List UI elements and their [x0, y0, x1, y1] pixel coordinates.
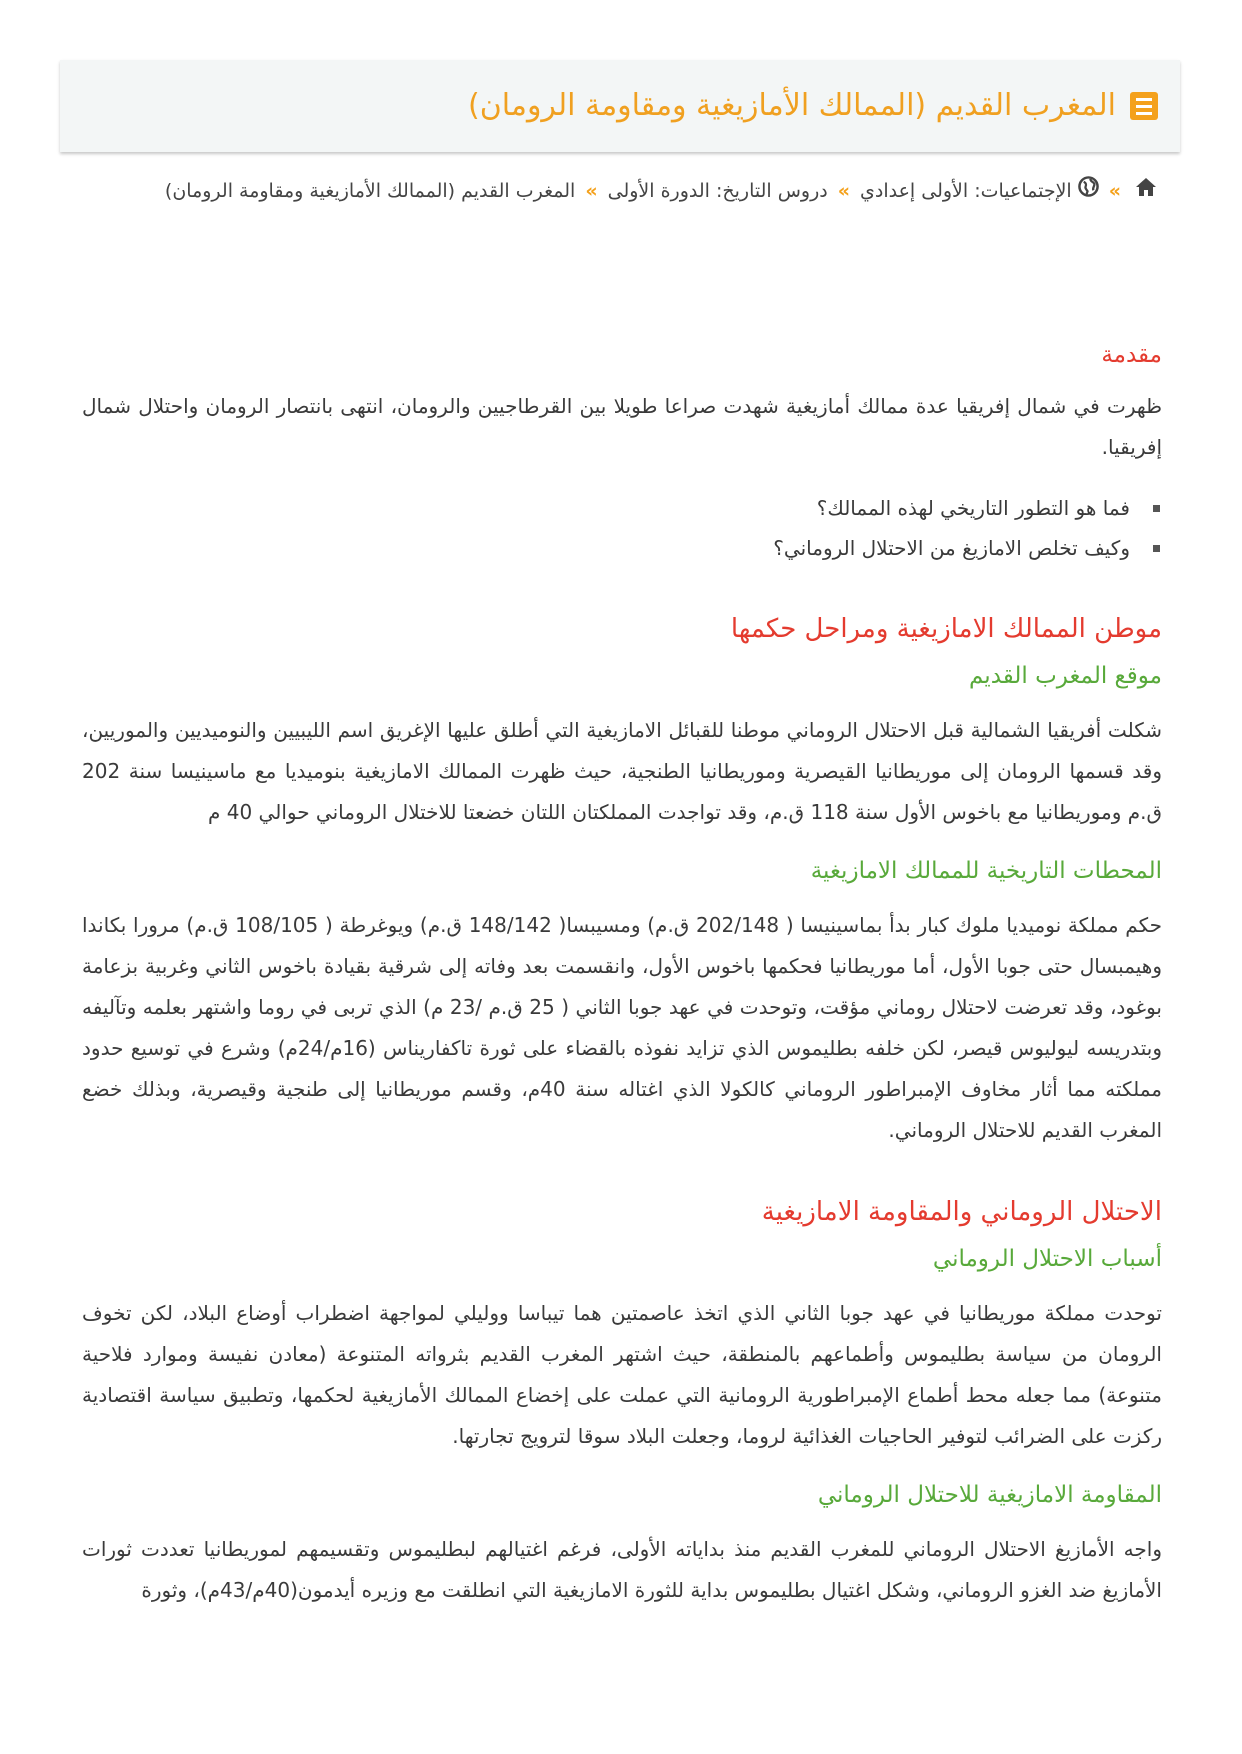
section1-sub1-paragraph: شكلت أفريقيا الشمالية قبل الاحتلال الروماني موطنا للقبائل الامازيغية التي أطلق عليها الإغريق اسم الليبيين والنوميديين والموريين، وقد قسمها الرومان إلى موريطانيا القيصرية وموريطانيا الطنجية، حيث ظهرت الممالك الامازيغية بنوميديا مع ماسينيسا سنة 202 ق.م وموريطانيا مع باخوس الأول سنة 118 ق.م، وقد تواجدت المملكتان اللتان خضعتا للاختلال الروماني حوالي 40 م [82, 718, 1162, 824]
list-item [82, 488, 1162, 528]
bullet-icon [1153, 545, 1160, 552]
section2-sub2-heading: المقاومة الامازيغية للاحتلال الروماني [817, 1482, 1162, 1508]
article-content [82, 330, 1162, 1611]
section1-sub2-heading: المحطات التاريخية للممالك الامازيغية [810, 858, 1162, 884]
breadcrumb-item-current: المغرب القديم (الممالك الأمازيغية ومقاومة الرومان) [164, 180, 576, 202]
bullet-icon [1153, 505, 1160, 512]
section2-sub2-paragraph: واجه الأمازيغ الاحتلال الروماني للمغرب القديم منذ بداياته الأولى، فرغم اغتيالهم لبطليموس وتقسيمهم لموريطانيا تعددت ثورات الأمازيغ ضد الغزو الروماني، وشكل اغتيال بطليموس بداية للثورة الامازيغية التي انطلقت مع وزيره أيدمون(40م/43م)، وثورة [82, 1537, 1162, 1602]
breadcrumb [157, 170, 1157, 213]
breadcrumb-item-grade[interactable]: الإجتماعيات: الأولى إعدادي [860, 180, 1072, 202]
title-bar [60, 60, 1180, 152]
section1-heading: موطن الممالك الامازيغية ومراحل حكمها [730, 614, 1162, 644]
breadcrumb-separator: » [585, 180, 598, 202]
section2-heading: الاحتلال الروماني والمقاومة الامازيغية [761, 1197, 1162, 1227]
breadcrumb-separator: » [1108, 180, 1121, 202]
question-text: فما هو التطور التاريخي لهذه الممالك؟ [816, 496, 1130, 520]
list-item [82, 528, 1162, 568]
question-text: وكيف تخلص الامازيغ من الاحتلال الروماني؟ [773, 536, 1130, 560]
document-icon [1130, 92, 1158, 120]
breadcrumb-separator: » [837, 180, 850, 202]
section2-sub1-heading: أسباب الاحتلال الروماني [932, 1246, 1162, 1272]
section1-sub2-paragraph: حكم مملكة نوميديا ملوك كبار بدأ بماسينيسا ( 202/148 ق.م) ومسيبسا( 148/142 ق.م) ويوغرطة ( 108/105 ق.م) مرورا بكاندا وهيمبسال حتى جوبا الأول، أما موريطانيا فحكمها باخوس الأول، وانقسمت بعد وفاته إلى شرقية بقيادة باخوس الثاني وغربية بزعامة بوغود، وقد تعرضت لاحتلال روماني مؤقت، وتوحدت في عهد جوبا الثاني ( 25 ق.م /23 م) الذي تربى في روما واشتهر بعلمه وتآليفه وبتدريسه ليوليوس قيصر، لكن خلفه بطليموس الذي تزايد نفوذه بالقضاء على ثورة تاكفاريناس (16م/24م) وشرع في توسيع حدود مملكته مما أثار مخاوف الإمبراطور الروماني كالكولا الذي اغتاله سنة 40م، وقسم موريطانيا إلى طنجية وقيصرية، وبذلك خضع المغرب القديم للاحتلال الروماني. [82, 913, 1162, 1142]
intro-questions [82, 488, 1162, 568]
page-title: المغرب القديم (الممالك الأمازيغية ومقاومة الرومان) [468, 88, 1116, 123]
intro-heading: مقدمة [1101, 342, 1162, 368]
section1-sub1-heading: موقع المغرب القديم [968, 663, 1162, 689]
section2-sub1-paragraph: توحدت مملكة موريطانيا في عهد جوبا الثاني الذي اتخذ عاصمتين هما تيباسا ووليلي لمواجهة اضطراب أوضاع البلاد، لكن تخوف الرومان من سياسة بطليموس وأطماعهم بالمنطقة، حيث اشتهر المغرب القديم بثرواته المتنوعة (معادن نفيسة وموارد فلاحية متنوعة) مما جعله محط أطماع الإمبراطورية الرومانية التي عملت على إخضاع الممالك الأمازيغية لحكمها، وتطبيق سياسة اقتصادية ركزت على الضرائب لتوفير الحاجيات الغذائية لروما، وجعلت البلاد سوقا لترويج تجارتها. [82, 1301, 1162, 1448]
intro-paragraph: ظهرت في شمال إفريقيا عدة ممالك أمازيغية شهدت صراعا طويلا بين القرطاجيين والرومان، انتهى بانتصار الرومان واحتلال شمال إفريقيا. [82, 394, 1162, 459]
globe-icon [1078, 170, 1099, 213]
breadcrumb-item-lessons[interactable]: دروس التاريخ: الدورة الأولى [607, 180, 828, 202]
home-icon[interactable] [1135, 170, 1157, 213]
